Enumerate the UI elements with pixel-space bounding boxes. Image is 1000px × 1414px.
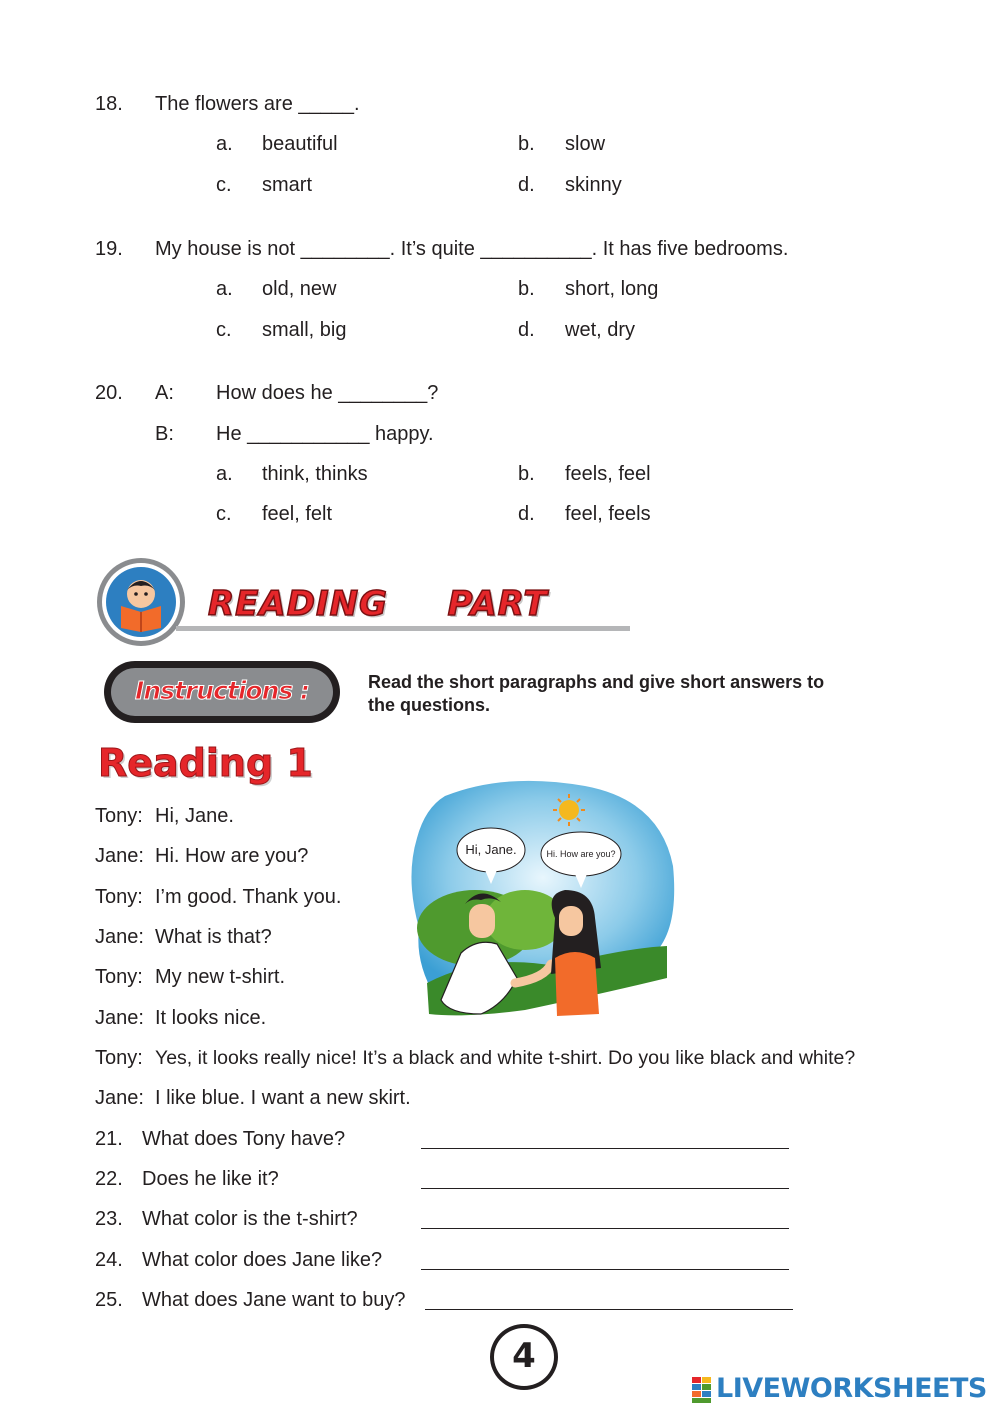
question-number: 21.: [95, 1128, 123, 1150]
bubble-text: Hi, Jane.: [465, 842, 517, 857]
dialog-speaker: Jane:: [95, 1087, 144, 1109]
dialog-line: Hi. How are you?: [155, 845, 309, 867]
question-number: 18.: [95, 93, 123, 115]
dialog-line: Yes, it looks really nice! It’s a black and white t-shirt. Do you like black and white?: [155, 1047, 856, 1069]
dialog-line: It looks nice.: [155, 1007, 267, 1029]
question-text: What does Tony have?: [142, 1128, 346, 1150]
dialog-speaker: B:: [155, 423, 174, 445]
page-number-circle: [490, 1324, 558, 1390]
option-text[interactable]: small, big: [262, 319, 347, 341]
option-letter: d.: [518, 174, 535, 196]
option-letter: d.: [518, 319, 535, 341]
question-stem: My house is not ________. It’s quite __________. It has five bedrooms.: [155, 238, 789, 260]
question-text: What does Jane want to buy?: [142, 1289, 406, 1311]
answer-line[interactable]: [421, 1188, 789, 1189]
liveworksheets-logo-icon: [692, 1377, 712, 1403]
option-text[interactable]: short, long: [565, 278, 659, 300]
dialog-line: Hi, Jane.: [155, 805, 234, 827]
dialog-speaker: Jane:: [95, 926, 144, 948]
instructions-text: Read the short paragraphs and give short answers to: [368, 672, 825, 692]
dialog-speaker: Tony:: [95, 966, 143, 988]
reading-kid-icon: [95, 556, 187, 648]
option-text[interactable]: feel, felt: [262, 503, 333, 525]
instructions-badge: [104, 661, 340, 723]
option-letter: b.: [518, 278, 535, 300]
question-number: 25.: [95, 1289, 123, 1311]
option-text[interactable]: smart: [262, 174, 312, 196]
question-text: What color does Jane like?: [142, 1249, 383, 1271]
question-number: 23.: [95, 1208, 123, 1230]
dialog-speaker: Jane:: [95, 1007, 144, 1029]
question-text: What color is the t-shirt?: [142, 1208, 358, 1230]
dialog-line: What is that?: [155, 926, 272, 948]
dialog-speaker: Jane:: [95, 845, 144, 867]
section-title-word: PART: [447, 584, 548, 624]
question-stem: The flowers are _____.: [155, 93, 360, 115]
option-text[interactable]: beautiful: [262, 133, 338, 155]
question-text: Does he like it?: [142, 1168, 279, 1190]
answer-line[interactable]: [421, 1228, 789, 1229]
instructions-text: the questions.: [368, 695, 491, 715]
option-text[interactable]: think, thinks: [262, 463, 368, 485]
question-number: 20.: [95, 382, 123, 404]
instructions-badge-label: Instructions :: [135, 676, 309, 705]
dialog-line: I like blue. I want a new skirt.: [155, 1087, 411, 1109]
option-letter: a.: [216, 278, 233, 300]
conversation-illustration: [405, 778, 677, 1022]
page-number: 4: [512, 1336, 536, 1376]
dialog-line: He ___________ happy.: [216, 423, 434, 445]
question-number: 24.: [95, 1249, 123, 1271]
option-letter: a.: [216, 133, 233, 155]
dialog-speaker: Tony:: [95, 1047, 143, 1069]
option-letter: c.: [216, 503, 232, 525]
dialog-speaker: Tony:: [95, 886, 143, 908]
option-letter: c.: [216, 319, 232, 341]
answer-line[interactable]: [425, 1309, 793, 1310]
option-text[interactable]: wet, dry: [565, 319, 636, 341]
question-number: 19.: [95, 238, 123, 260]
option-letter: b.: [518, 133, 535, 155]
bubble-text: Hi. How are you?: [546, 849, 616, 859]
section-title: [208, 584, 548, 624]
answer-line[interactable]: [421, 1148, 789, 1149]
option-letter: a.: [216, 463, 233, 485]
reading-title: Reading 1: [98, 741, 313, 785]
title-underline: [176, 626, 630, 631]
answer-line[interactable]: [421, 1269, 789, 1270]
option-text[interactable]: old, new: [262, 278, 337, 300]
option-text[interactable]: feels, feel: [565, 463, 651, 485]
dialog-line: I’m good. Thank you.: [155, 886, 342, 908]
option-text[interactable]: slow: [565, 133, 606, 155]
liveworksheets-brand[interactable]: LIVEWORKSHEETS: [716, 1373, 987, 1404]
option-letter: d.: [518, 503, 535, 525]
dialog-line: My new t-shirt.: [155, 966, 286, 988]
section-title-word: READING: [208, 584, 388, 624]
option-letter: c.: [216, 174, 232, 196]
option-text[interactable]: feel, feels: [565, 503, 651, 525]
dialog-line: How does he ________?: [216, 382, 439, 404]
question-number: 22.: [95, 1168, 123, 1190]
option-text[interactable]: skinny: [565, 174, 622, 196]
dialog-speaker: A:: [155, 382, 174, 404]
dialog-speaker: Tony:: [95, 805, 143, 827]
option-letter: b.: [518, 463, 535, 485]
